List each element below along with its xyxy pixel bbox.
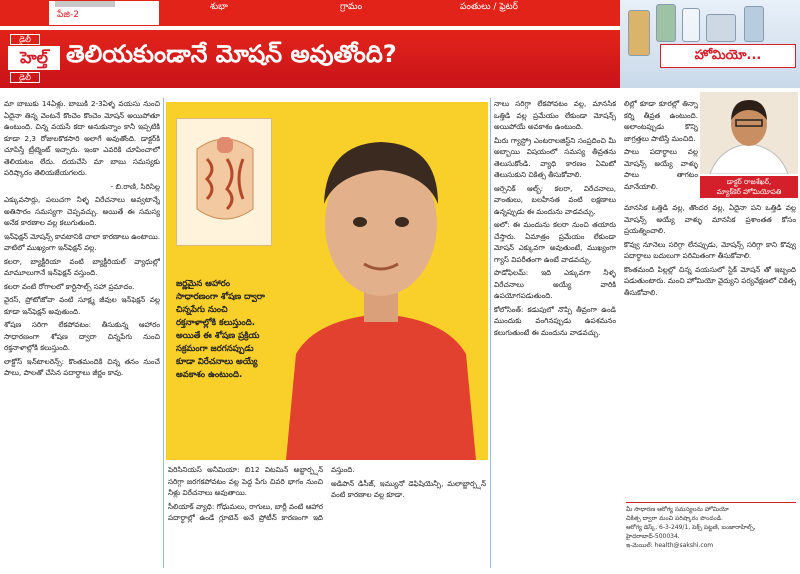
paragraph: ఇన్‌ఫెక్షన్ మోషన్స్ కావటానికి చాలా కారణాలు ఉంటాయి. వాటిలో ముఖ్యంగా ఇన్‌ఫెక్షన్ వల్ల. — [4, 231, 160, 252]
page-label: పేజి-2 — [57, 10, 79, 20]
footer-email: ఇ-మెయిల్: health@sakshi.com — [626, 542, 714, 549]
daily-health-logo — [8, 34, 60, 84]
bullet-item: శోషణ సరిగా లేకపోవటం: తీసుకున్న ఆహారం సాధారణంగా శోషణ ద్వారా చిన్నపేగు నుంచి రక్తనాళాల్లోకి కలుస్తుంది. — [4, 320, 160, 352]
feature-caption: జర్ణమైన ఆహారం సాధారణంగా శోషణ ద్వారా చిన్నపేగు నుంచి రక్తనాళాల్లోకి కలుస్తుంది. అయితే ఈ శోషణ ప్రక్రియ సక్రమంగా జరగనప్పుడు కూడా విరేచనాలు అయ్యే అవకాశం ఉంటుంది. — [176, 279, 265, 380]
boy-illustration — [276, 104, 486, 460]
paragraph: కోలోసింత్: కడుపులో నొప్పి తీవ్రంగా ఉండి ముందుకు వంగినప్పుడు ఉపశమనం కలుగుతుంటే ఈ మందును వాడవచ్చు. — [494, 304, 616, 337]
paragraph: ఎక్కువసార్లు, పలుచగా నీళ్ళ విరేచనాలు అవ్వటాన్నే అతిసారం సమస్యగా చెప్పవచ్చు. అయితే ఈ సమస్య అనేక కారణాల వల్ల కలుగుతుంది. — [4, 195, 160, 227]
column-divider — [490, 98, 491, 568]
paragraph: కొంతమంది పిల్లల్లో చిన్న వయసులో స్టిక్ మోషన్ తో ఇబ్బంది పడుతుంటారు. మంచి హోమియో వైద్యుని పర్యవేక్షణలో చికిత్స తీసుకోవాలి. — [624, 264, 796, 297]
column-mid — [168, 464, 486, 570]
bullet-item: కొవ్వు నూనెలు సరిగ్గా లేనప్పుడు, మోషన్స్ సరిగ్గా కాని కొవ్వు పదార్థాలు బదులుగా పరిమితంగా తీసుకోవాలి. — [624, 239, 796, 260]
column-2 — [494, 98, 616, 568]
logo-bottom: డైలీ — [10, 72, 40, 83]
contact-footer — [626, 500, 796, 550]
bottle-icon — [628, 10, 650, 56]
bullet-item: లాక్టోస్ ఇన్‌టాలరెన్స్: కొంతమందికి చిన్న తనం నుంచే పాలు, పాలతో చేసిన పదార్థాలు జీర్ణం కావు. — [4, 356, 160, 377]
section-tag: హోమియో... — [660, 44, 796, 68]
column-3-top — [624, 98, 698, 198]
bullet-item: వైరస్, ప్రోటోజోవా వంటి సూక్ష్మ జీవుల ఇన్‌ఫెక్షన్ వల్ల కూడా ఇన్‌ఫెక్షన్ అవుతుంది. — [4, 295, 160, 316]
doctor-caption — [700, 176, 798, 198]
doctor-illustration — [700, 92, 798, 174]
bullet-item: కలరా, బ్యాక్టీరియా వంటి బ్యాక్టీరియల్ వ్యాధుల్లో మామూలుగానే ఇన్‌ఫెక్షన్ వస్తుంది. — [4, 256, 160, 277]
bullet-item: మానసిక ఒత్తిడి వల్ల, తొందర వల్ల, ఏదైనా పని ఒత్తిడి వల్ల మోషన్స్ అయ్యే వాళ్ళు మానసిక ప్రశాంతత కోసం ప్రయత్నించాలి. — [624, 203, 796, 235]
doctor-photo — [700, 92, 798, 174]
page-number-shade — [55, 1, 115, 7]
footer-line-2: చికిత్స ద్వారా మంచి పరిష్కారం పొందండి. — [626, 515, 723, 522]
paragraph: లిల్లో కూడా కూరల్లో తిన్నా కర్ని తీవ్రత ఉంటుంది. అలాంటప్పుడు కొన్ని జాగ్రత్తలు పాటిస్తే మంచిది. — [624, 99, 698, 143]
paragraph: మీరు గ్యాస్ట్రో ఎంటరాలజిస్ట్‌ని సంప్రదించి మీ అబ్బాయి విషయంలో సమస్య తీవ్రతను తెలుసుకోండి. వ్యాధి కారణం ఏమిటో తెలుసుకుని చికిత్స తీసుకోవాలి. — [494, 135, 616, 179]
bullet-item: కలరా వంటి రోగాలలో కార్టిసాల్స్ సహా ప్రమాదం. — [4, 281, 135, 291]
column-1 — [4, 98, 160, 568]
paragraph: నాలు సరిగ్గా లేకపోవటం వల్ల, మానసిక ఒత్తిడి వల్ల ప్రమేయం లేకుండా మోషన్స్ అయిపోయే అవకాశం ఉంటుంది. — [494, 99, 616, 131]
topbar-item-1: శుభా — [210, 2, 228, 12]
paragraph: అడిపొన్ డిసీజ్, ఇమ్యునో డెఫిషియెన్సీ, మలాబ్జార్ప్షన్ వంటి కారణాల వల్ల కూడా. — [331, 478, 486, 499]
doctor-title: మ్యాక్‌కెర్ హోమియోపతి — [716, 188, 782, 196]
paragraph: పెరిసినియస్ అనీమియా: బి12 విటమిన్ అబ్జార్ప్షన్ సరిగ్గా జరగకపోవటం వల్ల పెద్ద పేగు చివరి భాగం నుంచి నీళ్లు విరేచనాలు అవుతాయి. — [168, 465, 323, 497]
intestine-diagram — [176, 118, 272, 246]
topbar-item-3: పంతులు / ఫ్రెటర్ — [460, 2, 519, 12]
jar-icon — [706, 14, 736, 42]
intestine-icon — [177, 119, 273, 247]
column-divider — [163, 98, 164, 568]
logo-top: డైలీ — [10, 34, 40, 45]
paragraph: పొడోఫిలమ్: ఇది ఎక్కువగా నీళ్ళ విరేచనాలు అయ్యే వారికి ఉపయోగపడుతుంది. — [494, 268, 616, 300]
bottle-icon — [656, 4, 676, 42]
bottle-icon — [744, 6, 764, 42]
paragraph: ఆర్సెనిక్ ఆల్బ్: కలరా, విరేచనాలు, వాంతులు, బలహీనత వంటి లక్షణాలు ఉన్నప్పుడు ఈ మందును వాడవచ్చు. — [494, 183, 616, 216]
footer-address: ఆరోగ్య డెస్క్, 6-3-249/1, పెక్స్ పట్టణి, బంజారాహిల్స్, హైదరాబాద్-500034. — [626, 524, 756, 540]
logo-main: హెల్త్ — [8, 46, 60, 70]
question-author: - బి.రాణి, సిరిసిల్ల — [110, 181, 160, 191]
topbar-item-2: గ్రామం — [340, 2, 363, 12]
reader-question: మా బాబుకు 14ఏళ్లు. బాబుకి 2-3ఏళ్ళ వయసు నుంచి ఏదైనా తిన్న వెంటనే కొంచెం కొంచెం మోషన్ అయిపోతూ ఉంటుంది. చిన్న వయసే కదా అనుకున్నాం కానీ ఇప్పటికి కూడా 2,3 రోజులకొకసారి అలాగే అవుతోంది. డాక్టర్‌కి చూపిస్తే ట్రీట్మెంట్ ఇచ్చారు. ఇంకా ఎవరికి చూపించాలో తెలియటం లేదు. దయచేసి మా బాబు సమస్యకు పరిష్కారం తెలియజేయగలరు. — [4, 99, 160, 177]
boy-photo — [276, 104, 486, 460]
paragraph: సీలియాక్ వ్యాధి: గోధుమలు, రాగులు, బార్లీ వంటి ఆహార పదార్థాల్లో ఉండే గ్లూటెన్ అనే ప్రోటీన్ కారణంగా ఇది వస్తుంది. — [168, 465, 355, 522]
homeopathy-banner — [620, 0, 800, 88]
doctor-name: డాక్టర్ రాజశేఖర్, — [726, 178, 772, 186]
bottle-icon — [682, 8, 700, 42]
paragraph: అలో: ఈ మందును కలరా నుంచి తయారు చేస్తారు. ఏమాత్రం ప్రమేయం లేకుండా మోషన్ ఎక్కువగా అవుతుంటే, ముఖ్యంగా గ్యాస్ విపరీతంగా ఉంటే వాడవచ్చు. — [494, 220, 616, 264]
paragraph: పాలు పదార్థాలు వల్ల మోషన్స్ అయ్యే వాళ్ళు పాలు తాగటం మానేయాలి. — [624, 147, 698, 191]
page-number-box — [48, 0, 160, 26]
headline: తెలియకుండానే మోషన్ అవుతోంది? — [66, 40, 397, 68]
divider — [626, 502, 796, 503]
column-3 — [624, 202, 796, 496]
footer-line-1: మీ సాధారణ ఆరోగ్య సమస్యలను హోమియో — [626, 506, 729, 513]
